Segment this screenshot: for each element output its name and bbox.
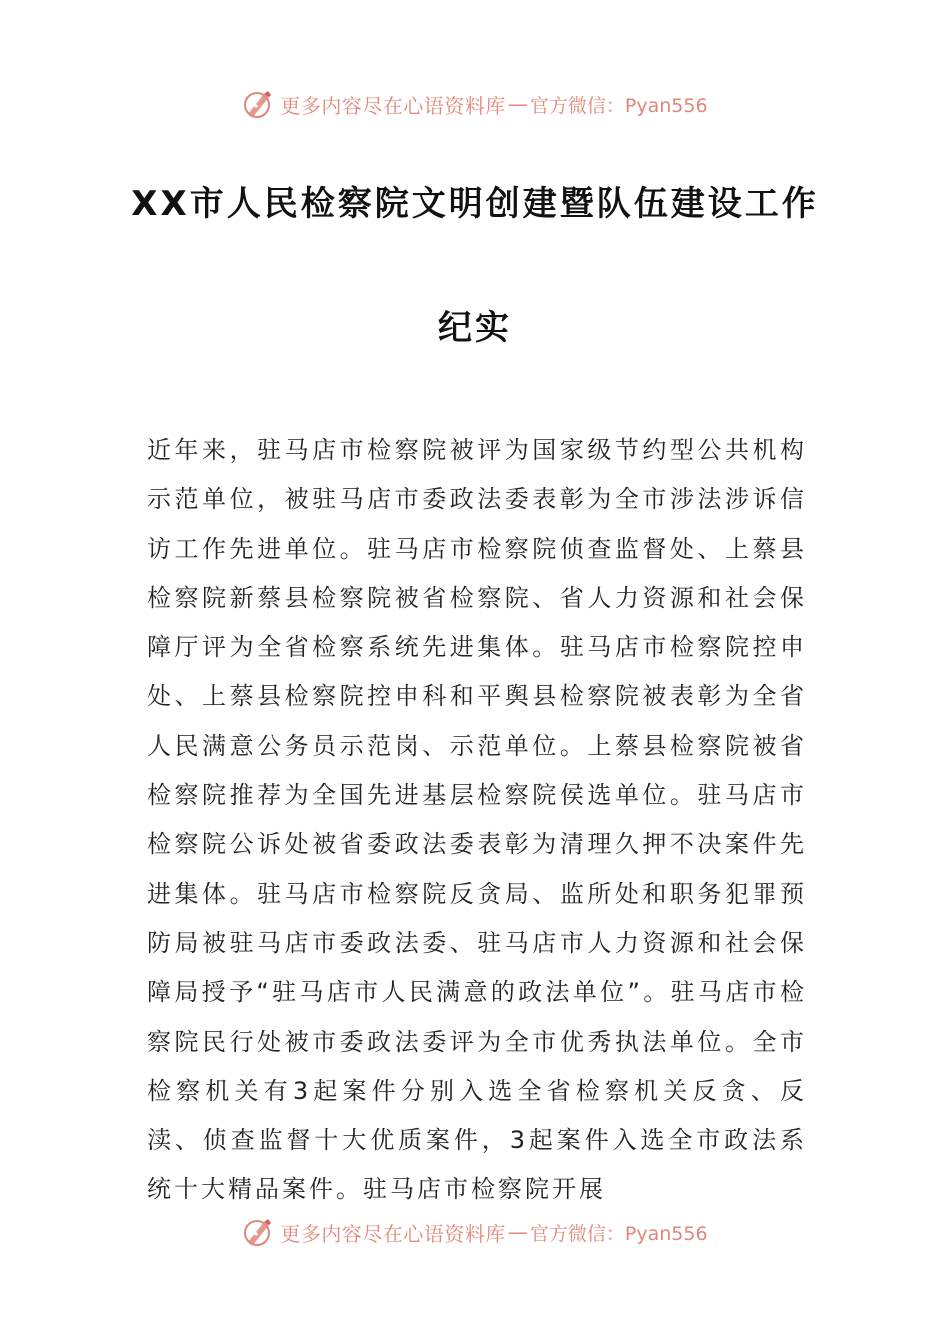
pen-nib-logo-icon: [242, 1216, 274, 1248]
watermark-site-text: 更多内容尽在心语资料库: [280, 1221, 506, 1246]
watermark-wechat-text: 官方微信：Pyan556: [529, 1222, 708, 1245]
watermark-separator: —: [507, 1220, 528, 1244]
watermark-separator: —: [507, 92, 528, 116]
watermark-site-text: 更多内容尽在心语资料库: [280, 93, 506, 118]
footer-watermark: [0, 1212, 950, 1252]
document-title-line1: XX市人民检察院文明创建暨队伍建设工作: [131, 184, 819, 224]
pen-nib-logo-icon: [242, 88, 274, 120]
watermark-wechat-text: 官方微信：Pyan556: [529, 94, 708, 117]
document-body-paragraph: 近年来，驻马店市检察院被评为国家级节约型公共机构示范单位，被驻马店市委政法委表彰为全市涉法涉诉信访工作先进单位。驻马店市检察院侦查监督处、上蔡县检察院新蔡县检察院被省检察院、省人力资源和社会保障厅评为全省检察系统先进集体。驻马店市检察院控申处、上蔡县检察院控申科和平舆县检察院被表彰为全省人民满意公务员示范岗、示范单位。上蔡县检察院被省检察院推荐为全国先进基层检察院侯选单位。驻马店市检察院公诉处被省委政法委表彰为清理久押不决案件先进集体。驻马店市检察院反贪局、监所处和职务犯罪预防局被驻马店市委政法委、驻马店市人力资源和社会保障局授予“驻马店市人民满意的政法单位”。驻马店市检察院民行处被市委政法委评为全市优秀执法单位。全市检察机关有3起案件分别入选全省检察机关反贪、反渎、侦查监督十大优质案件，3起案件入选全市政法系统十大精品案件。驻马店市检察院开展: [147, 436, 807, 1204]
header-watermark: [0, 84, 950, 124]
document-title-line2: 纪实: [438, 308, 512, 348]
